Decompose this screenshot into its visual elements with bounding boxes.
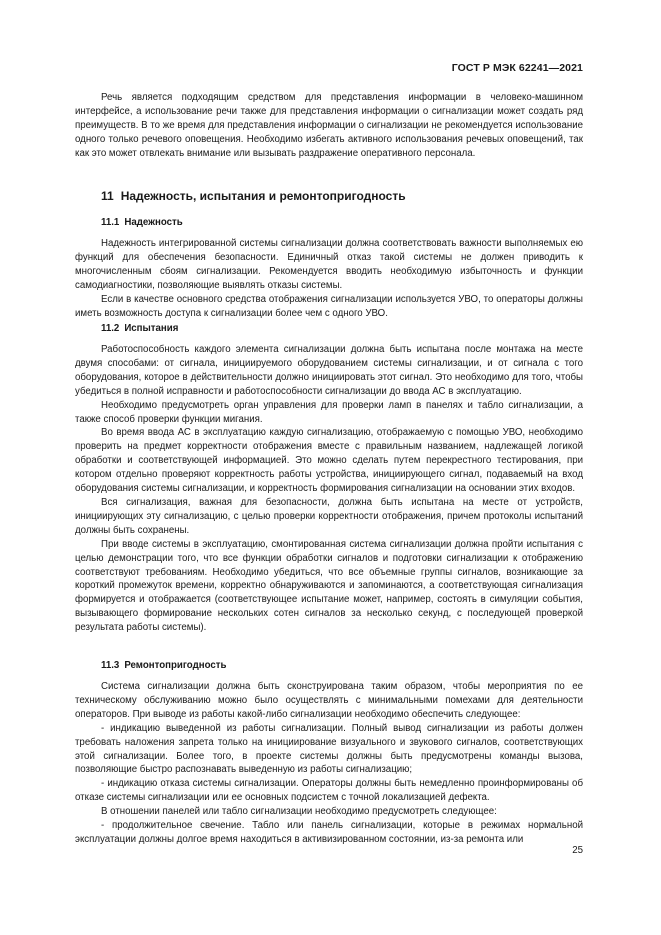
standard-designation: ГОСТ Р МЭК 62241—2021 [451,62,583,74]
paragraph: Надежность интегрированной системы сигнализации должна соответствовать важности выполняемых ею функций для обеспечения безопасности. Единичный отказ такой системы не должен приводить к многочисленным сбоям сигнализации. Рекомендуется вводить необходимую избыточность и функции самодиагностики, позволяющие выявлять отказы системы. [75,238,583,291]
intro-block [75,91,583,161]
subsection-number: 11.3 [101,660,120,671]
paragraph: Вся сигнализация, важная для безопасности, должна быть испытана на месте от устройств, инициирующих эту сигнализацию, с целью проверки корректности отображения, причем протоколы испытаний должны быть сохранены. [75,496,583,536]
maintainability-block [75,680,583,847]
section-number: 11 [101,189,114,203]
paragraph: Во время ввода АС в эксплуатацию каждую сигнализацию, отображаемую с помощью УВО, необходимо проверить на предмет корректности отображения вместе с правильным названием, надлежащей логикой обработки и соответствующей информацией. Это можно сделать путем перекрестного тестирования, при котором отдельно проверяют корректность работы устройства, инициирующего сигнал, подаваемый на вход оборудования системы сигнализации, и корректность формирования сигнализации на основании этих входов. [75,427,583,495]
page-number: 25 [572,845,583,856]
paragraph: В отношении панелей или табло сигнализации необходимо предусмотреть следующее: [101,806,497,818]
paragraph: При вводе системы в эксплуатацию, смонтированная система сигнализации должна пройти испытания с целью демонстрации того, что все функции обработки сигналов и подготовки сигнализации к отображению соответствуют требованиям. Необходимо убедиться, что все объемные группы сигналов, возникающие за короткий промежуток времени, корректно обнаруживаются и запоминаются, а соответствующая сигнализация формируется и отображается (соответствующее испытание может, например, состоять в симуляции события, вызывающего формирование нескольких сотен сигналов за несколько секунд, с последующей проверкой результата работы системы). [75,538,583,634]
section-heading [101,189,406,203]
subsection-heading-reliability [101,217,183,228]
subsection-number: 11.2 [101,323,120,334]
paragraph: Работоспособность каждого элемента сигнализации должна быть испытана после монтажа на месте двумя способами: от сигнала, инициируемого оборудованием системы сигнализации, и от сигнала с того оборудования, которое в действительности должно инициировать этот сигнал. Это необходимо для того, чтобы убедиться в полной исправности и работоспособности сигнализации до ввода АС в эксплуатацию. [75,344,583,397]
reliability-block [75,237,583,320]
subsection-heading-maintainability [101,660,226,671]
testing-block [75,343,583,635]
section-title: Надежность, испытания и ремонтопригодность [120,189,406,203]
subsection-title: Ремонтопригодность [124,660,227,671]
paragraph: Если в качестве основного средства отображения сигнализации используется УВО, то операторы должны иметь возможность доступа к сигнализации более чем с одного УВО. [75,293,583,319]
paragraph: Необходимо предусмотреть орган управления для проверки ламп в панелях и табло сигнализации, а также способ проверки функции мигания. [75,399,583,425]
list-item: - индикацию выведенной из работы сигнализации. Полный вывод сигнализации из работы должен требовать наложения запрета только на инициирование визуального и звукового сигналов, соответствующих этой сигнализации. Более того, в проекте системы должны быть предусмотрены команды вызова, позволяющие быстро распознавать выведенную из работы сигнализацию; [75,722,583,776]
subsection-heading-testing [101,323,178,334]
subsection-title: Надежность [124,217,183,228]
subsection-title: Испытания [124,323,179,334]
list-item: - индикацию отказа системы сигнализации. Операторы должны быть немедленно проинформированы об отказе системы сигнализации или ее основных подсистем с точной локализацией дефекта. [75,778,583,804]
paragraph: Система сигнализации должна быть сконструирована таким образом, чтобы мероприятия по ее техническому обслуживанию можно было осуществлять с минимальными помехами для деятельности операторов. При выводе из работы какой-либо сигнализации необходимо обеспечить следующее: [75,681,583,720]
intro-paragraph: Речь является подходящим средством для представления информации в человеко-машинном интерфейсе, а использование речи также для представления информации о сигнализации может создать ряд преимуществ. В то же время для представления информации о сигнализации не рекомендуется использование одного только речевого оповещения. Необходимо избегать активного использования речевых оповещений, так как это может отвлекать внимание или вызывать раздражение оперативного персонала. [75,92,583,159]
subsection-number: 11.1 [101,217,120,228]
list-item: - продолжительное свечение. Табло или панель сигнализации, которые в режимах нормальной эксплуатации должны долгое время находиться в активизированном состоянии, из-за ремонта или [75,820,583,845]
